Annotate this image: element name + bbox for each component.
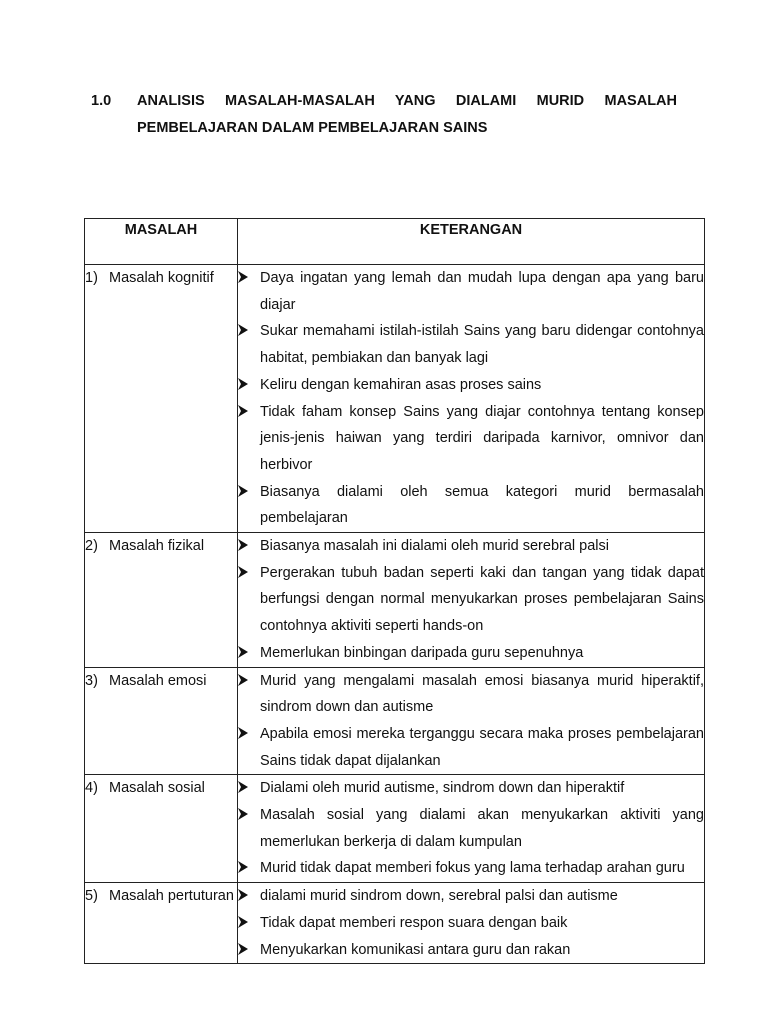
problem-cell [85,667,238,775]
description-list [238,265,704,532]
problem-number: 4) [85,780,98,797]
list-item-text: Keliru dengan kemahiran asas proses sains [260,376,542,393]
list-item-text: Apabila emosi mereka terganggu secara maka proses pembelajaran Sains tidak dapat dijalankan [260,725,704,769]
table-row [85,667,705,775]
problem-label: Masalah emosi [109,672,207,689]
problem-cell [85,265,238,533]
description-list [238,883,704,963]
list-item [238,318,704,371]
description-cell [238,533,705,668]
table-row [85,883,705,964]
problem-number: 1) [85,270,98,286]
table-row [85,775,705,883]
arrowhead-bullet-icon [238,533,260,560]
list-item-text: Sukar memahami istilah-istilah Sains yang baru didengar contohnya habitat, pembiakan dan banyak lagi [260,323,704,367]
list-item-text: Murid tidak dapat memberi fokus yang lama terhadap arahan guru [260,860,685,877]
arrowhead-bullet-icon [238,318,260,371]
list-item [238,775,704,802]
list-item-text: Biasanya masalah ini dialami oleh murid serebral palsi [260,538,609,555]
arrowhead-bullet-icon [238,265,260,318]
list-item-text: Dialami oleh murid autisme, sindrom down dan hiperaktif [260,780,625,797]
table-header-row [85,219,705,265]
header-keterangan: KETERANGAN [238,219,705,265]
problem-label: Masalah sosial [109,780,205,797]
list-item-text: Masalah sosial yang dialami akan menyukarkan aktiviti yang memerlukan berkerja di dalam kumpulan [260,807,704,850]
list-item [238,937,704,964]
header-masalah: MASALAH [85,219,238,265]
list-item [238,533,704,560]
description-cell [238,775,705,883]
table-row [85,265,705,533]
list-item [238,668,704,721]
section-heading [91,88,677,142]
list-item [238,883,704,910]
arrowhead-bullet-icon [238,937,260,964]
problem-label: Masalah pertuturan [109,888,234,905]
arrowhead-bullet-icon [238,855,260,882]
arrowhead-bullet-icon [238,399,260,479]
problem-number: 5) [85,888,98,905]
arrowhead-bullet-icon [238,640,260,667]
problem-label: Masalah fizikal [109,538,205,555]
list-item [238,479,704,532]
list-item [238,560,704,640]
list-item-text: Daya ingatan yang lemah dan mudah lupa dengan apa yang baru diajar [260,270,704,313]
arrowhead-bullet-icon [238,775,260,802]
problem-cell [85,883,238,964]
list-item-text: dialami murid sindrom down, serebral palsi dan autisme [260,888,618,905]
description-list [238,775,704,882]
list-item-text: Murid yang mengalami masalah emosi biasanya murid hiperaktif, sindrom down dan autisme [260,672,704,716]
list-item-text: Tidak faham konsep Sains yang diajar contohnya tentang konsep jenis-jenis haiwan yang terdiri daripada karnivor, omnivor dan herbivor [260,403,704,473]
list-item [238,855,704,882]
description-cell [238,265,705,533]
list-item [238,399,704,479]
list-item-text: Tidak dapat memberi respon suara dengan baik [260,914,568,931]
arrowhead-bullet-icon [238,802,260,855]
list-item-text: Menyukarkan komunikasi antara guru dan rakan [260,941,571,958]
arrowhead-bullet-icon [238,668,260,721]
problem-number: 3) [85,672,98,689]
list-item [238,910,704,937]
arrowhead-bullet-icon [238,883,260,910]
problem-cell [85,775,238,883]
list-item-text: Memerlukan binbingan daripada guru sepenuhnya [260,644,584,661]
description-list [238,668,704,775]
list-item-text: Biasanya dialami oleh semua kategori murid bermasalah pembelajaran [260,483,704,527]
list-item [238,721,704,774]
problem-cell [85,533,238,668]
problem-label: Masalah kognitif [109,270,214,286]
list-item [238,802,704,855]
arrowhead-bullet-icon [238,560,260,640]
list-item [238,372,704,399]
description-cell [238,883,705,964]
arrowhead-bullet-icon [238,721,260,774]
description-cell [238,667,705,775]
section-title: ANALISIS MASALAH-MASALAH YANG DIALAMI MURID MASALAH PEMBELAJARAN DALAM PEMBELAJARAN SAINS [137,93,677,136]
section-number: 1.0 [91,93,112,109]
table-row [85,533,705,668]
arrowhead-bullet-icon [238,910,260,937]
list-item-text: Pergerakan tubuh badan seperti kaki dan tangan yang tidak dapat berfungsi dengan normal menyukarkan proses pembelajaran Sains contohnya aktiviti seperti hands-on [260,564,704,635]
arrowhead-bullet-icon [238,372,260,399]
list-item [238,640,704,667]
list-item [238,265,704,318]
problems-table [84,218,705,964]
description-list [238,533,704,667]
problem-number: 2) [85,538,98,555]
arrowhead-bullet-icon [238,479,260,532]
